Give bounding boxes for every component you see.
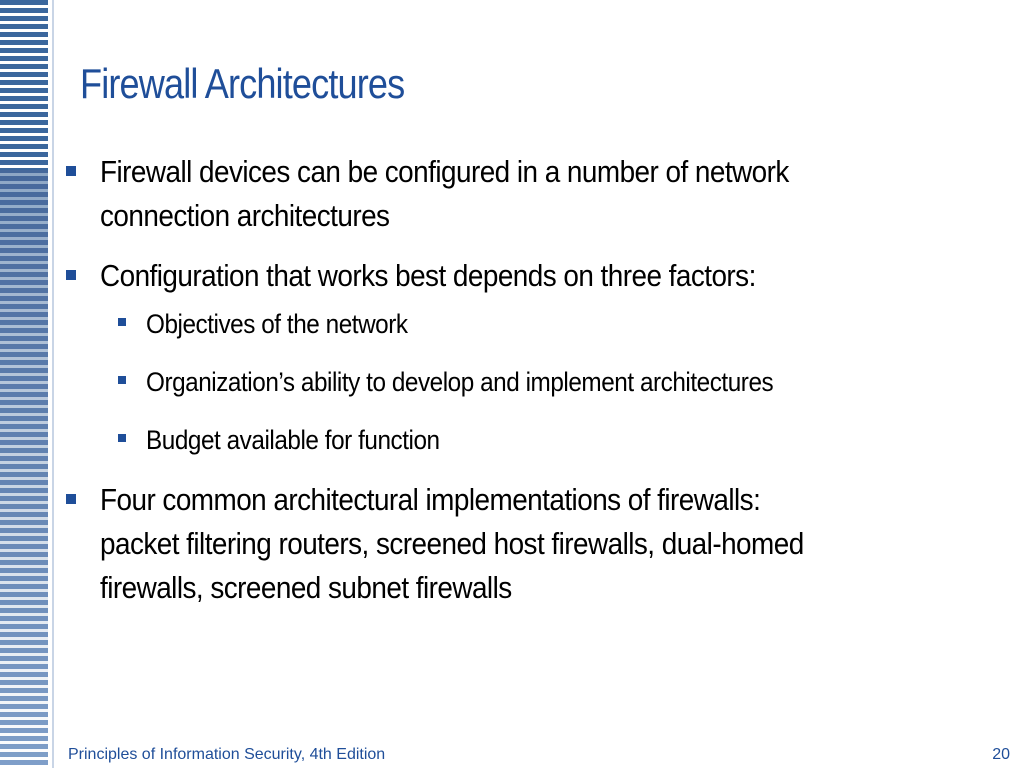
bullet-item-2-text: Configuration that works best depends on three factors: — [100, 258, 756, 293]
bullet-item-1-line-2: connection architectures — [100, 198, 390, 233]
bullet-item-3 — [62, 478, 992, 610]
stripe-fade — [0, 170, 48, 768]
sub-bullet-item-2 — [62, 360, 992, 404]
sub-bullet-item-3 — [62, 418, 992, 462]
square-bullet-icon — [118, 376, 126, 384]
square-bullet-icon — [118, 318, 126, 326]
square-bullet-icon — [118, 434, 126, 442]
sub-bullet-item-3-text: Budget available for function — [146, 425, 440, 455]
bullet-item-2 — [62, 254, 992, 462]
square-bullet-icon — [66, 166, 76, 176]
square-bullet-icon — [66, 494, 76, 504]
sub-bullet-item-2-text: Organization’s ability to develop and implement architectures — [146, 367, 774, 397]
footer-book-title: Principles of Information Security, 4th Edition — [68, 746, 386, 763]
bullet-item-1-line-1: Firewall devices can be configured in a number of network — [100, 154, 789, 189]
bullet-item-3-line-3: firewalls, screened subnet firewalls — [100, 570, 512, 605]
decorative-stripe-bar — [0, 0, 48, 768]
stripe-top-shade — [0, 0, 48, 170]
slide-content — [62, 150, 992, 626]
bullet-item-3-text — [100, 478, 1000, 610]
bullet-item-3-line-2: packet filtering routers, screened host firewalls, dual-homed — [100, 526, 804, 561]
footer-page-number: 20 — [992, 746, 1010, 763]
bullet-item-1 — [62, 150, 992, 238]
sub-bullet-item-1-text: Objectives of the network — [146, 309, 408, 339]
stripe-divider-line — [52, 0, 54, 768]
bullet-item-1-text — [100, 150, 1000, 238]
square-bullet-icon — [66, 270, 76, 280]
sub-bullet-item-1 — [62, 302, 992, 346]
sub-bullet-list — [62, 302, 992, 462]
bullet-item-3-line-1: Four common architectural implementations of firewalls: — [100, 482, 761, 517]
bullet-list — [62, 150, 992, 610]
slide-title: Firewall Architectures — [80, 60, 405, 107]
